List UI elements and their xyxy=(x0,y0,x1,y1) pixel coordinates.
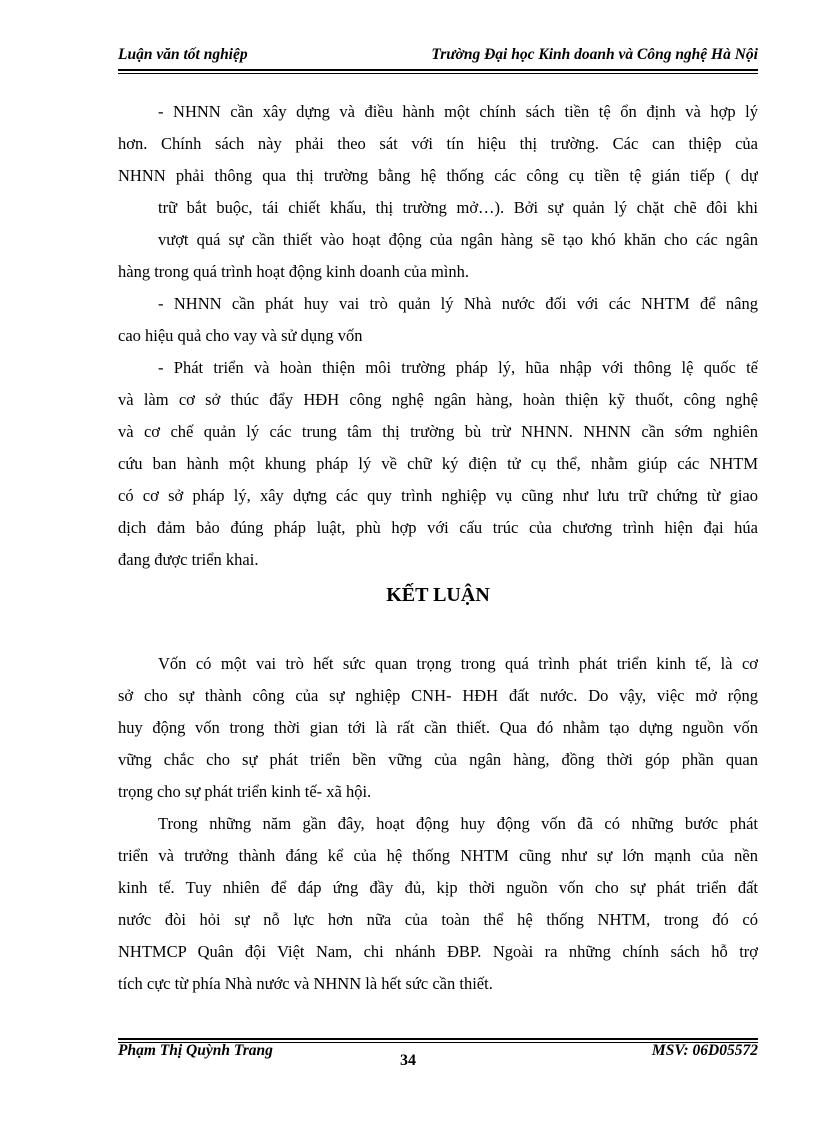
paragraph-line: vững chắc cho sự phát triển bền vững của ngân hàng, đồng thời góp phần quan xyxy=(118,750,758,769)
paragraph-line: huy động vốn trong thời gian tới là rất cần thiết. Qua đó nhằm tạo dựng nguồn vốn xyxy=(118,718,758,737)
paragraph-line: Vốn có một vai trò hết sức quan trọng trong quá trình phát triển kinh tế, là cơ xyxy=(158,654,758,673)
paragraph-line: kinh tế. Tuy nhiên để đáp ứng đầy đủ, kịp thời nguồn vốn cho sự phát triển đất xyxy=(118,878,758,897)
paragraph-line: triển và trưởng thành đáng kể của hệ thống NHTM cũng như sự lớn mạnh của nền xyxy=(118,846,758,865)
footer-student-id: MSV: 06D05572 xyxy=(651,1042,758,1059)
paragraph-line: - NHNN cần xây dựng và điều hành một chính sách tiền tệ ổn định và hợp lý xyxy=(158,102,758,121)
paragraph-line: dịch đảm bảo đúng pháp luật, phù hợp với cấu trúc của chương trình hiện đại húa xyxy=(118,518,758,537)
paragraph-line: - Phát triển và hoàn thiện môi trường pháp lý, hũa nhập với thông lệ quốc tế xyxy=(158,358,758,377)
paragraph-line: và làm cơ sở thúc đẩy HĐH công nghệ ngân hàng, hoàn thiện kỹ thuốt, công nghệ xyxy=(118,390,758,409)
header-thesis-label: Luận văn tốt nghiệp xyxy=(118,46,248,63)
paragraph-line: - NHNN cần phát huy vai trò quản lý Nhà nước đối với các NHTM để nâng xyxy=(158,294,758,313)
paragraph-line: vượt quá sự cần thiết vào hoạt động của ngân hàng sẽ tạo khó khăn cho các ngân xyxy=(158,230,758,249)
paragraph-line: sở cho sự thành công của sự nghiệp CNH- HĐH đất nước. Do vậy, việc mở rộng xyxy=(118,686,758,705)
paragraph-line: tích cực từ phía Nhà nước và NHNN là hết sức cần thiết. xyxy=(118,974,493,993)
paragraph-line: hơn. Chính sách này phải theo sát với tín hiệu thị trường. Các can thiệp của xyxy=(118,134,758,153)
paragraph-line: hàng trong quá trình hoạt động kinh doanh của mình. xyxy=(118,262,470,281)
paragraph-line: NHTMCP Quân đội Việt Nam, chi nhánh ĐBP. Ngoài ra những chính sách hỗ trợ xyxy=(118,942,758,961)
header-university-name: Trường Đại học Kinh doanh và Công nghệ Hà Nội xyxy=(431,46,758,63)
paragraph-line: NHNN phải thông qua thị trường bằng hệ thống các công cụ tiền tệ gián tiếp ( dự xyxy=(118,166,758,185)
paragraph-line: cứu ban hành một khung pháp lý về chữ ký điện tử cụ thể, nhằm giúp các NHTM xyxy=(118,454,758,473)
paragraph-line: nước đòi hỏi sự nỗ lực hơn nữa của toàn thể hệ thống NHTM, trong đó có xyxy=(118,910,758,929)
page-number: 34 xyxy=(400,1052,416,1069)
paragraph-line: có cơ sở pháp lý, xây dựng các quy trình nghiệp vụ cũng như lưu trữ chứng từ giao xyxy=(118,486,758,505)
page-header xyxy=(118,46,758,70)
header-rule xyxy=(118,69,758,74)
conclusion-title: KẾT LUẬN xyxy=(386,584,490,606)
paragraph-line: đang được triển khai. xyxy=(118,550,259,569)
paragraph-line: cao hiệu quả cho vay và sử dụng vốn xyxy=(118,326,363,345)
paragraph-line: và cơ chế quản lý các trung tâm thị trường bù trừ NHNN. NHNN cần sớm nghiên xyxy=(118,422,758,441)
paragraph-line: Trong những năm gần đây, hoạt động huy động vốn đã có những bước phát xyxy=(158,814,758,833)
footer-author: Phạm Thị Quỳnh Trang xyxy=(118,1042,273,1059)
paragraph-line: trọng cho sự phát triển kinh tế- xã hội. xyxy=(118,782,372,801)
paragraph-line: trữ bắt buộc, tái chiết khấu, thị trường mở…). Bởi sự quản lý chặt chẽ đôi khi xyxy=(158,198,758,217)
